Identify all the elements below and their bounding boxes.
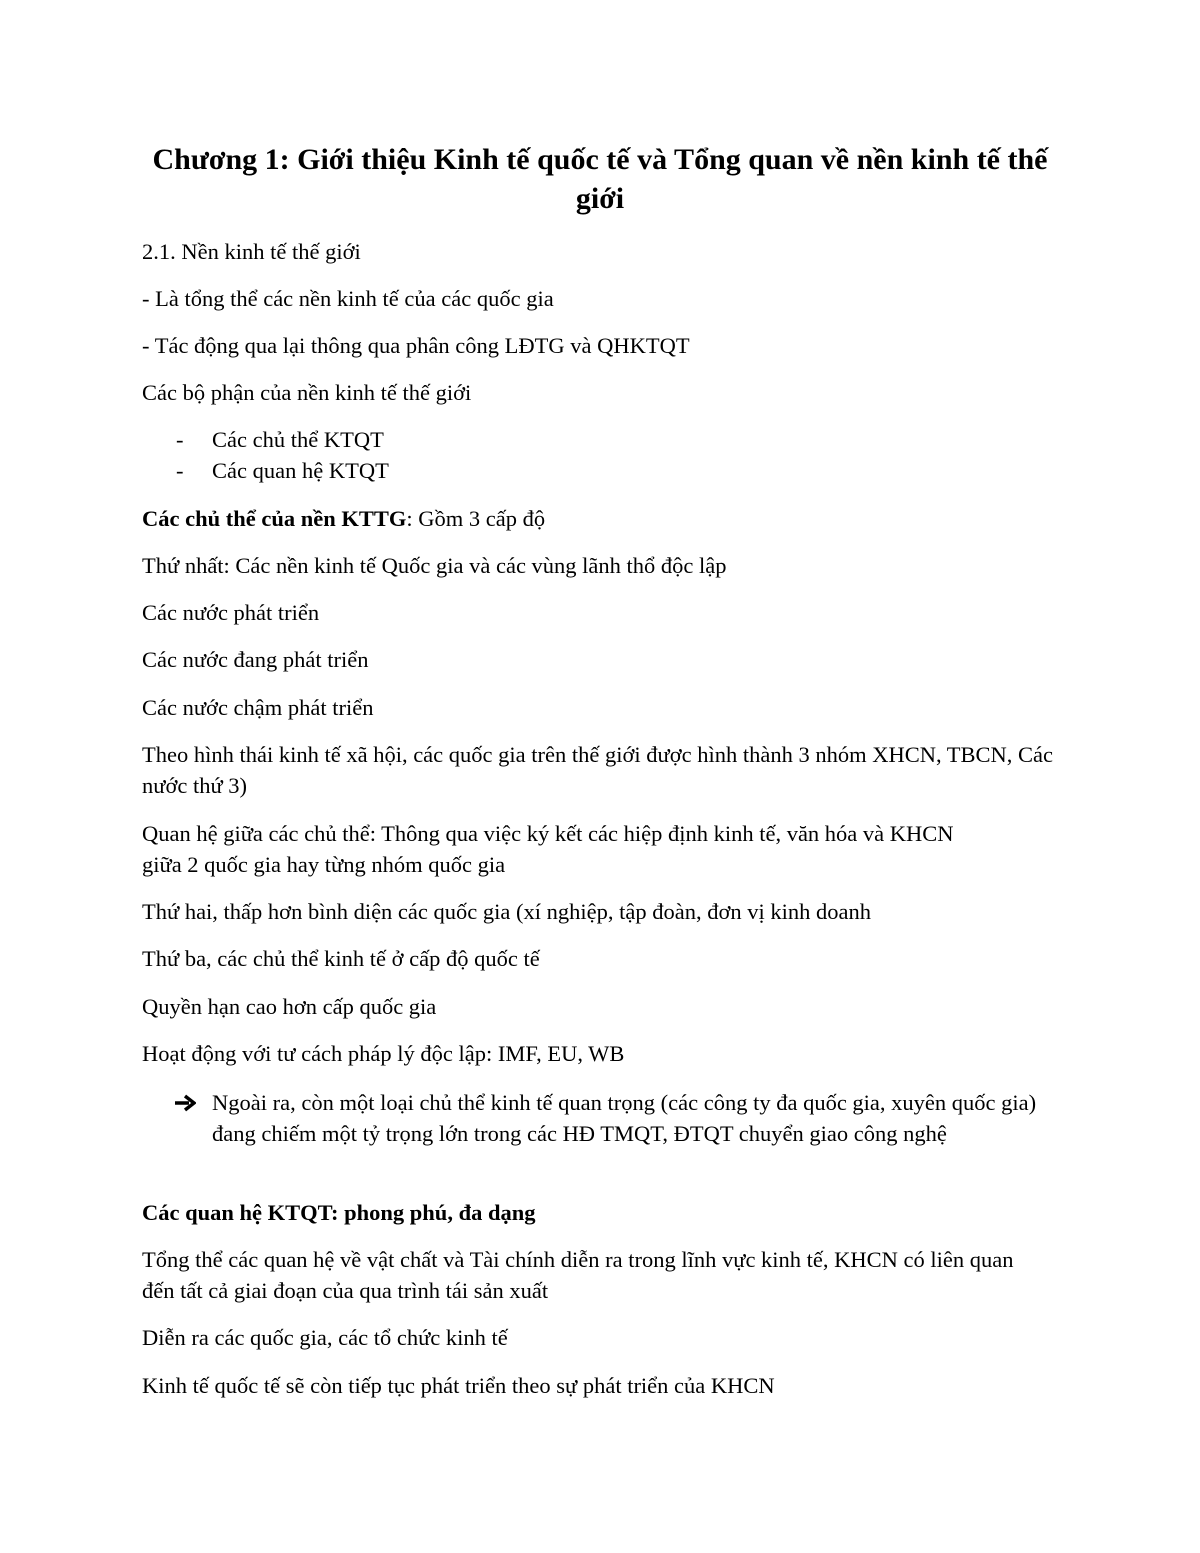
bullet-dash: - (176, 458, 184, 483)
relations-scope: Diễn ra các quốc gia, các tổ chức kinh tế (142, 1325, 508, 1350)
subjects-heading (142, 503, 1072, 534)
right-arrow-icon (174, 1090, 196, 1121)
intro-line-1: - Là tổng thể các nền kinh tế của các quốc gia (142, 286, 554, 311)
relations-heading: Các quan hệ KTQT: phong phú, đa dạng (142, 1200, 536, 1225)
developed-countries: Các nước phát triển (142, 600, 320, 625)
document-title: Chương 1: Giới thiệu Kinh tế quốc tế và Tổng quan về nền kinh tế thế giới (152, 143, 1048, 215)
developing-countries: Các nước đang phát triển (142, 647, 369, 672)
intro-line-2: - Tác động qua lại thông qua phân công LĐTG và QHKTQT (142, 333, 690, 358)
bullet-text: Các quan hệ KTQT (212, 458, 389, 483)
components-heading: Các bộ phận của nền kinh tế thế giới (142, 380, 472, 405)
subjects-heading-rest: : Gồm 3 cấp độ (406, 506, 546, 531)
section-heading: 2.1. Nền kinh tế thế giới (142, 239, 361, 264)
legal-status-line: Hoạt động với tư cách pháp lý độc lập: IMF, EU, WB (142, 1041, 625, 1066)
level-three: Thứ ba, các chủ thể kinh tế ở cấp độ quốc tế (142, 946, 540, 971)
relations-between-subjects: Quan hệ giữa các chủ thể: Thông qua việc ký kết các hiệp định kinh tế, văn hóa và KHCN giữa 2 quốc gia hay từng nhóm quốc gia (142, 821, 954, 877)
authority-line: Quyền hạn cao hơn cấp quốc gia (142, 994, 437, 1019)
subjects-heading-bold: Các chủ thể của nền KTTG (142, 506, 407, 531)
future-line: Kinh tế quốc tế sẽ còn tiếp tục phát triển theo sự phát triển của KHCN (142, 1373, 775, 1398)
socio-economic-paragraph: Theo hình thái kinh tế xã hội, các quốc gia trên thế giới được hình thành 3 nhóm XHCN, TBCN, Các nước thứ 3) (142, 742, 1054, 798)
relations-total: Tổng thể các quan hệ về vật chất và Tài chính diễn ra trong lĩnh vực kinh tế, KHCN có liên quan đến tất cả giai đoạn của qua trình tái sản xuất (142, 1247, 1014, 1303)
bullet-dash: - (176, 427, 184, 452)
level-two: Thứ hai, thấp hơn bình diện các quốc gia (xí nghiệp, tập đoàn, đơn vị kinh doanh (142, 899, 871, 924)
arrow-note: Ngoài ra, còn một loại chủ thể kinh tế quan trọng (các công ty đa quốc gia, xuyên quốc gia) đang chiếm một tỷ trọng lớn trong các HĐ TMQT, ĐTQT chuyển giao công nghệ (212, 1090, 1037, 1146)
level-one: Thứ nhất: Các nền kinh tế Quốc gia và các vùng lãnh thổ độc lập (142, 553, 727, 578)
bullet-text: Các chủ thể KTQT (212, 427, 384, 452)
underdeveloped-countries: Các nước chậm phát triển (142, 695, 374, 720)
